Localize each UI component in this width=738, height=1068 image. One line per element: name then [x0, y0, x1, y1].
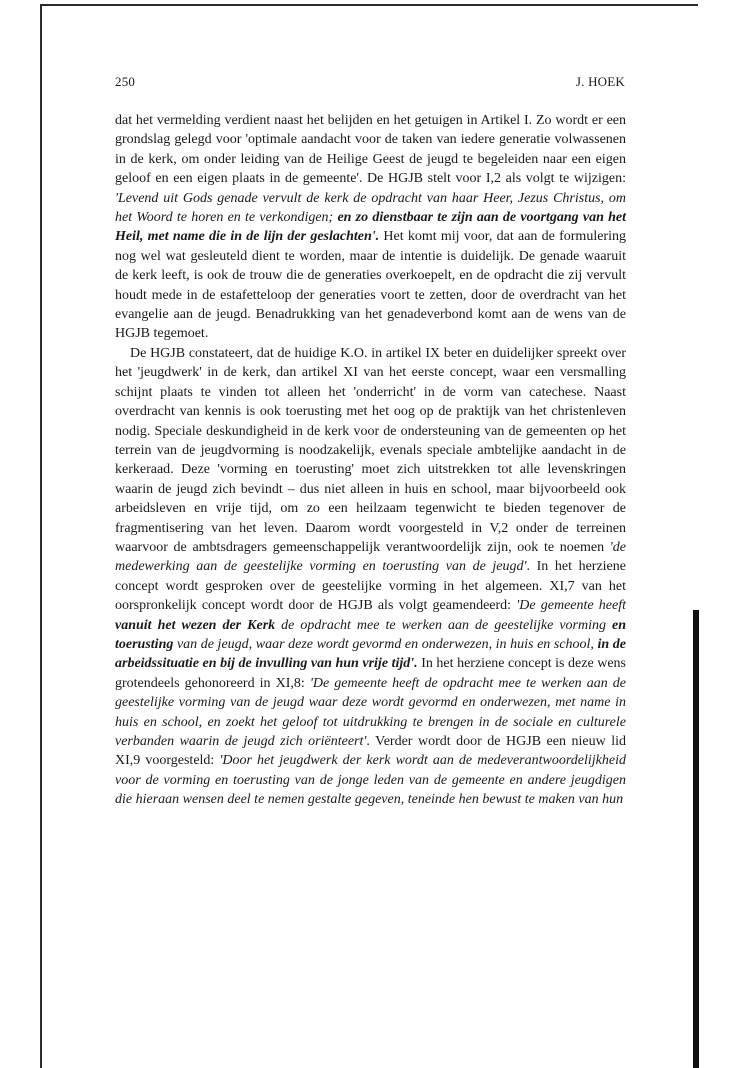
- page-number: 250: [115, 74, 136, 89]
- running-head: J. HOEK: [575, 74, 625, 89]
- italic-run: de opdracht mee te werken aan de geestelijke vorming: [275, 617, 612, 633]
- text-run: Het komt mij voor, dat aan de formulering nog wel wat gesleuteld dient te worden, maar de intentie is duidelijk. De genade waaruit de kerk leeft, is ook de trouw die de generaties overkoepelt, en de opdracht die zij vervult houdt mede in de estafetteloop der generaties voort te zetten, door de overdracht van het evangelie aan de jeugd. Benadrukking van het genadeverbond komt aan de wens van de HGJB tegemoet.: [115, 229, 626, 342]
- text-run: dat het vermelding verdient naast het belijden en het getuigen in Artikel I. Zo wordt er een grondslag gelegd voor 'optimale aandacht voor de taken van iedere generatie volwassenen in de kerk, om onder leiding van de Heilige Geest de jeugd te begeleiden naar een eigen geloof en een eigen plaats in de gemeente'. De HGJB stelt voor I,2 als volgt te wijzigen:: [115, 113, 626, 187]
- bold-italic-run: en zo dienstbaar te zijn aan de voortgang van het Heil, met name die in de lijn der geslachten'.: [115, 210, 627, 245]
- page-header: [115, 74, 625, 90]
- text-run: In het herziene concept is deze wens grotendeels gehonoreerd in XI,8:: [115, 656, 626, 691]
- bold-italic-run: in de arbeidssituatie en bij de invulling van hun vrije tijd'.: [115, 636, 627, 672]
- bold-italic-run: vanuit het wezen der Kerk: [115, 617, 276, 633]
- bold-italic-run: en toerusting: [115, 617, 626, 652]
- text-run: . Verder wordt door de HGJB een nieuw lid XI,9 voorgesteld:: [115, 734, 626, 769]
- italic-run: 'De gemeente heeft: [516, 598, 627, 614]
- italic-run: 'De gemeente heeft de opdracht mee te werken aan de geestelijke vorming van de jeugd waar deze wordt gevormd en onderwezen, met name in huis en school, en zoekt het geloof tot uitdrukking te brengen in de sociale en culturele verbanden waarin de jeugd zich oriënteert': [115, 675, 626, 749]
- body-text: [115, 111, 626, 810]
- paragraph: [115, 111, 626, 344]
- italic-run: 'Door het jeugdwerk der kerk wordt aan de medeverantwoordelijkheid voor de vorming en toerusting van de jonge leden van de gemeente en andere jeugdigen die hieraan wensen deel te nemen gestalte gegeven, teneinde hen bewust te maken van hun: [115, 753, 626, 808]
- italic-run: van de jeugd, waar deze wordt gevormd en onderwezen, in huis en school,: [173, 636, 598, 652]
- italic-run: 'Levend uit Gods genade vervult de kerk de opdracht van haar Heer, Jezus Christus, om het Woord te horen en te verkondigen;: [115, 190, 626, 226]
- text-run: De HGJB constateert, dat de huidige K.O. in artikel IX beter en duidelijker spreekt over het 'jeugdwerk' in de kerk, dan artikel XI van het eerste concept, waar een versmalling schijnt plaats te vinden tot alleen het 'onderricht' in de vorm van catechese. Naast overdracht van kennis is ook toerusting met het oog op de praktijk van het christenleven nodig. Speciale deskundigheid in de kerk voor de ondersteuning van de gemeenten op het terrein van de jeugdvorming is noodzakelijk, evenals speciale ambtelijke aandacht in de kerkeraad. Deze 'vorming en toerusting' moet zich uitstrekken tot alle levenskringen waarin de jeugd zich bevindt – dus niet alleen in huis en school, maar bijvoorbeeld ook arbeidsleven en vrije tijd, om zo een heilzaam tegenwicht te bieden tegenover de fragmentisering van het leven. Daarom wordt voorgesteld in V,2 onder de terreinen waarvoor de ambtsdragers gemeenschappelijk verantwoordelijk zijn, ook te noemen: [115, 345, 626, 555]
- paragraph: [115, 344, 626, 810]
- scan-edge-shadow: [693, 610, 699, 1068]
- italic-run: 'de medewerking aan de geestelijke vorming en toerusting van de jeugd': [115, 539, 626, 575]
- text-run: . In het herziene concept wordt gesproken over de geestelijke vorming in het algemeen. XI,7 van het oorspronkelijk concept wordt door de HGJB als volgt geamendeerd:: [115, 559, 626, 614]
